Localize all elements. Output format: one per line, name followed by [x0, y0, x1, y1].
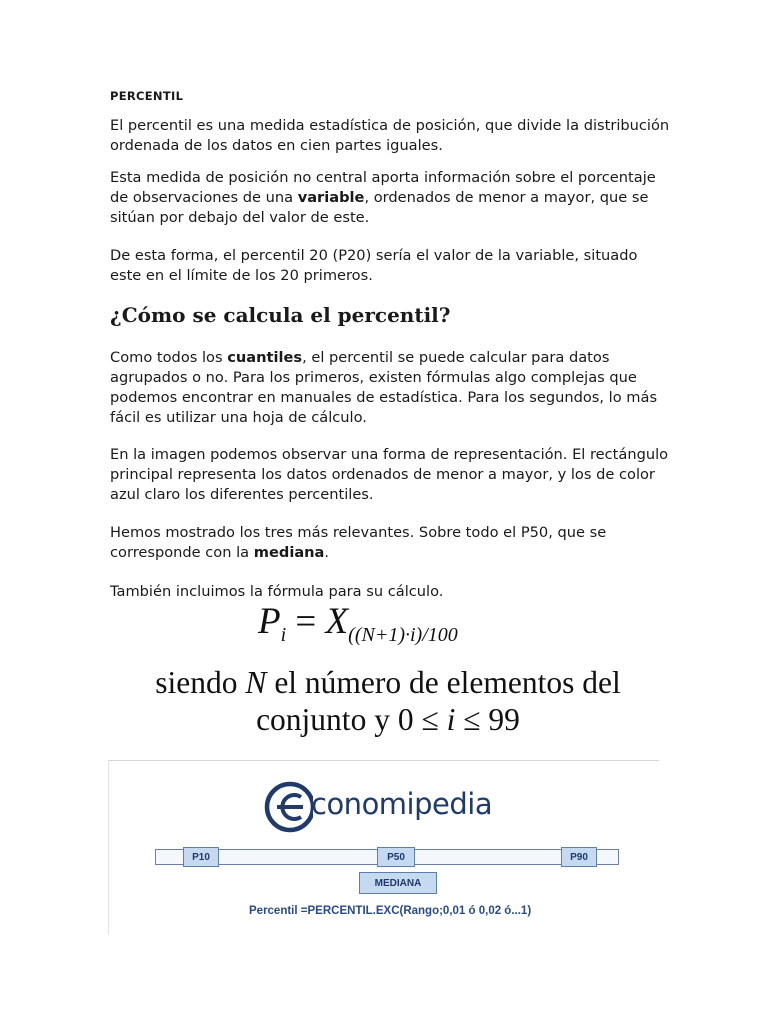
bold-term-variable: variable [297, 189, 365, 206]
excel-formula-caption: Percentil =PERCENTIL.EXC(Rango;0,01 ó 0,02 ó...1) [249, 905, 532, 917]
section-heading: ¿Cómo se calcula el percentil? [110, 303, 451, 327]
paragraph-text: Hemos mostrado los tres más relevantes. Sobre todo el P50, que se corresponde con la [110, 524, 607, 561]
paragraph-text: Como todos los [110, 349, 228, 366]
bold-term-mediana: mediana [253, 544, 325, 561]
formula-note-var: i [446, 702, 456, 737]
bold-term-cuantiles: cuantiles [227, 349, 303, 366]
paragraph-text: . [324, 544, 330, 561]
percentile-formula [258, 600, 458, 646]
percentile-diagram-image [108, 760, 659, 935]
percentile-box-p90: P90 [561, 847, 597, 867]
formula-equals: = [286, 601, 326, 642]
percentile-box-p50: P50 [377, 847, 415, 867]
percentile-box-p10: P10 [183, 847, 219, 867]
logo-text: conomipedia [311, 787, 493, 821]
formula-subscript: i [280, 624, 287, 646]
mediana-box: MEDIANA [359, 872, 437, 894]
formula-var: P [258, 601, 281, 642]
logo-e-icon [263, 777, 313, 837]
paragraph-text: , ordenados de menor a mayor, que se sitúan por debajo del valor de este. [110, 189, 649, 226]
paragraph-text: Esta medida de posición no central aporta información sobre el porcentaje de observaciones de una [110, 169, 656, 206]
paragraph-example: De esta forma, el percentil 20 (P20) sería el valor de la variable, situado este en el límite de los 20 primeros. [110, 247, 638, 284]
paragraph-text: , el percentil se puede calcular para datos agrupados o no. Para los primeros, existen fórmulas algo complejas que podemos encontrar en manuales de estadística. Para los segundos, lo más fácil es utilizar una hoja de cálculo. [110, 349, 658, 426]
section-label: PERCENTIL [110, 89, 184, 103]
formula-var: X [325, 601, 349, 642]
paragraph-relevant [110, 523, 670, 563]
formula-note-text: siendo [155, 665, 246, 700]
formula-note [118, 664, 658, 738]
formula-note-text: el número de elementos del conjunto y 0 ≤ [256, 665, 621, 737]
formula-note-var: N [245, 665, 267, 700]
paragraph-image-description: En la imagen podemos observar una forma de representación. El rectángulo principal representa los datos ordenados de menor a mayor, y los de color azul claro los diferentes percentiles. [110, 446, 669, 503]
formula-subscript: ((N+1)·i)/100 [348, 624, 458, 646]
paragraph-formula-intro: También incluimos la fórmula para su cálculo. [110, 583, 444, 600]
paragraph-position [110, 168, 670, 228]
formula-note-text: ≤ 99 [455, 702, 520, 737]
paragraph-definition: El percentil es una medida estadística de posición, que divide la distribución ordenada de los datos en cien partes iguales. [110, 117, 670, 154]
paragraph-calculation [110, 348, 670, 428]
economipedia-logo [263, 777, 503, 837]
